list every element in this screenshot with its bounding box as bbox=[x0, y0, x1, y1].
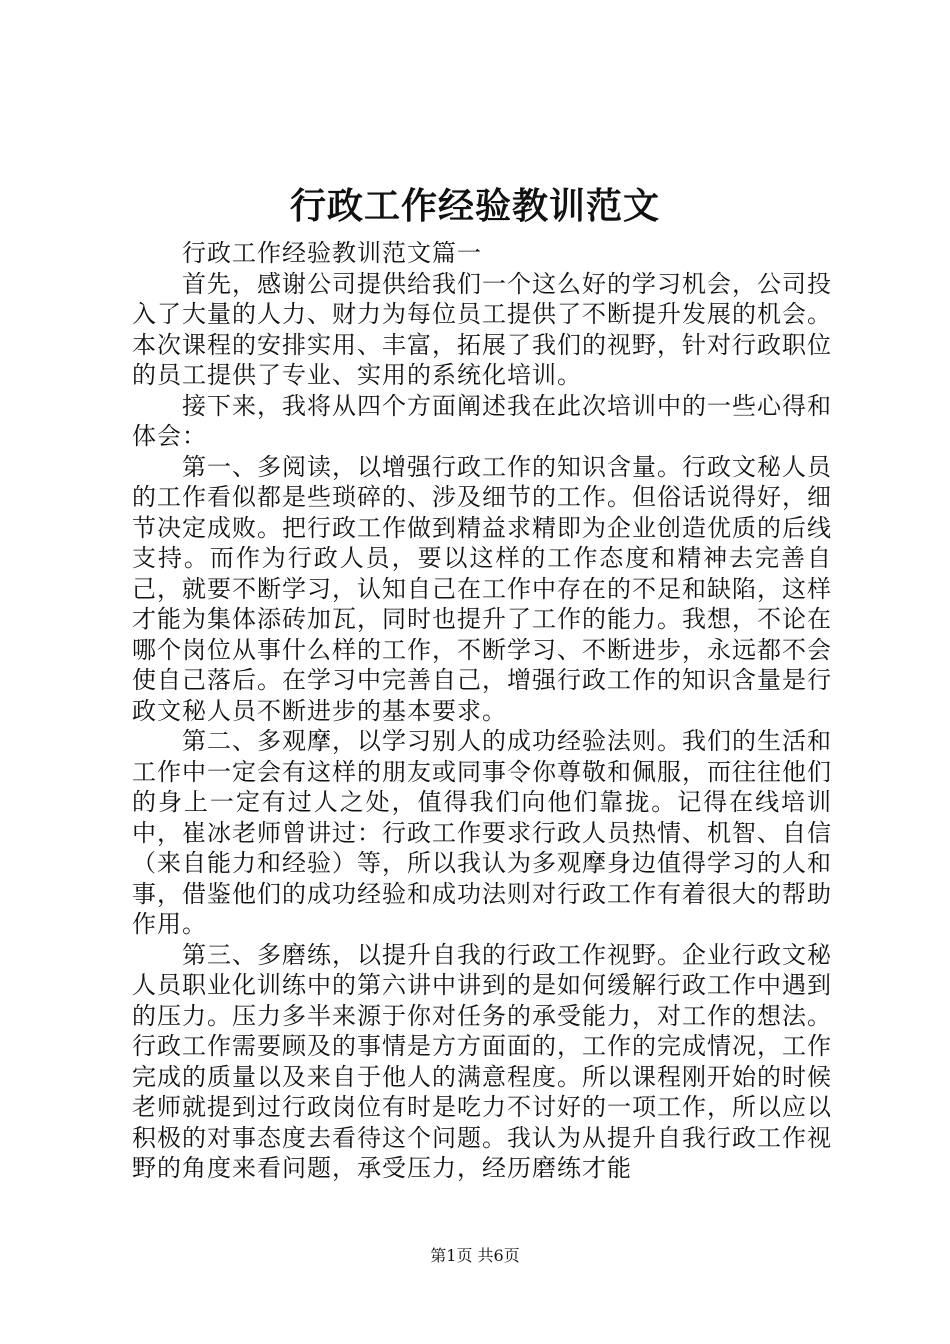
paragraph-intro: 首先，感谢公司提供给我们一个这么好的学习机会，公司投入了大量的人力、财力为每位员工提供了不断提升发展的机会。本次课程的安排实用、丰富，拓展了我们的视野，针对行政职位的员工提供了专业、实用的系统化培训。 bbox=[132, 269, 832, 389]
section-heading: 行政工作经验教训范文篇一 bbox=[182, 239, 482, 267]
paragraph-overview: 接下来，我将从四个方面阐述我在此次培训中的一些心得和体会： bbox=[132, 391, 832, 450]
page-footer: 第1页 共6页 bbox=[430, 1246, 520, 1265]
document-body bbox=[132, 238, 832, 1184]
document-title: 行政工作经验教训范文 bbox=[289, 185, 660, 227]
paragraph-point-three: 第三、多磨练，以提升自我的行政工作视野。企业行政文秘人员职业化训练中的第六讲中讲到的是如何缓解行政工作中遇到的压力。压力多半来源于你对任务的承受能力，对工作的想法。行政工作需要顾及的事情是方方面面的，工作的完成情况，工作完成的质量以及来自于他人的满意程度。所以课程刚开始的时候老师就提到过行政岗位有时是吃力不讨好的一项工作，所以应以积极的对事态度去看待这个问题。我认为从提升自我行政工作视野的角度来看问题，承受压力，经历磨练才能 bbox=[132, 940, 832, 1182]
paragraph-point-two: 第二、多观摩，以学习别人的成功经验法则。我们的生活和工作中一定会有这样的朋友或同事令你尊敬和佩服，而往往他们的身上一定有过人之处，值得我们向他们靠拢。记得在线培训中，崔冰老师曾讲过：行政工作要求行政人员热情、机智、自信（来自能力和经验）等，所以我认为多观摩身边值得学习的人和事，借鉴他们的成功经验和成功法则对行政工作有着很大的帮助作用。 bbox=[132, 727, 832, 938]
paragraph-point-one: 第一、多阅读，以增强行政工作的知识含量。行政文秘人员的工作看似都是些琐碎的、涉及细节的工作。但俗话说得好，细节决定成败。把行政工作做到精益求精即为企业创造优质的后线支持。而作为行政人员，要以这样的工作态度和精神去完善自己，就要不断学习，认知自己在工作中存在的不足和缺陷，这样才能为集体添砖加瓦，同时也提升了工作的能力。我想，不论在哪个岗位从事什么样的工作，不断学习、不断进步，永远都不会使自己落后。在学习中完善自己，增强行政工作的知识含量是行政文秘人员不断进步的基本要求。 bbox=[132, 452, 832, 725]
